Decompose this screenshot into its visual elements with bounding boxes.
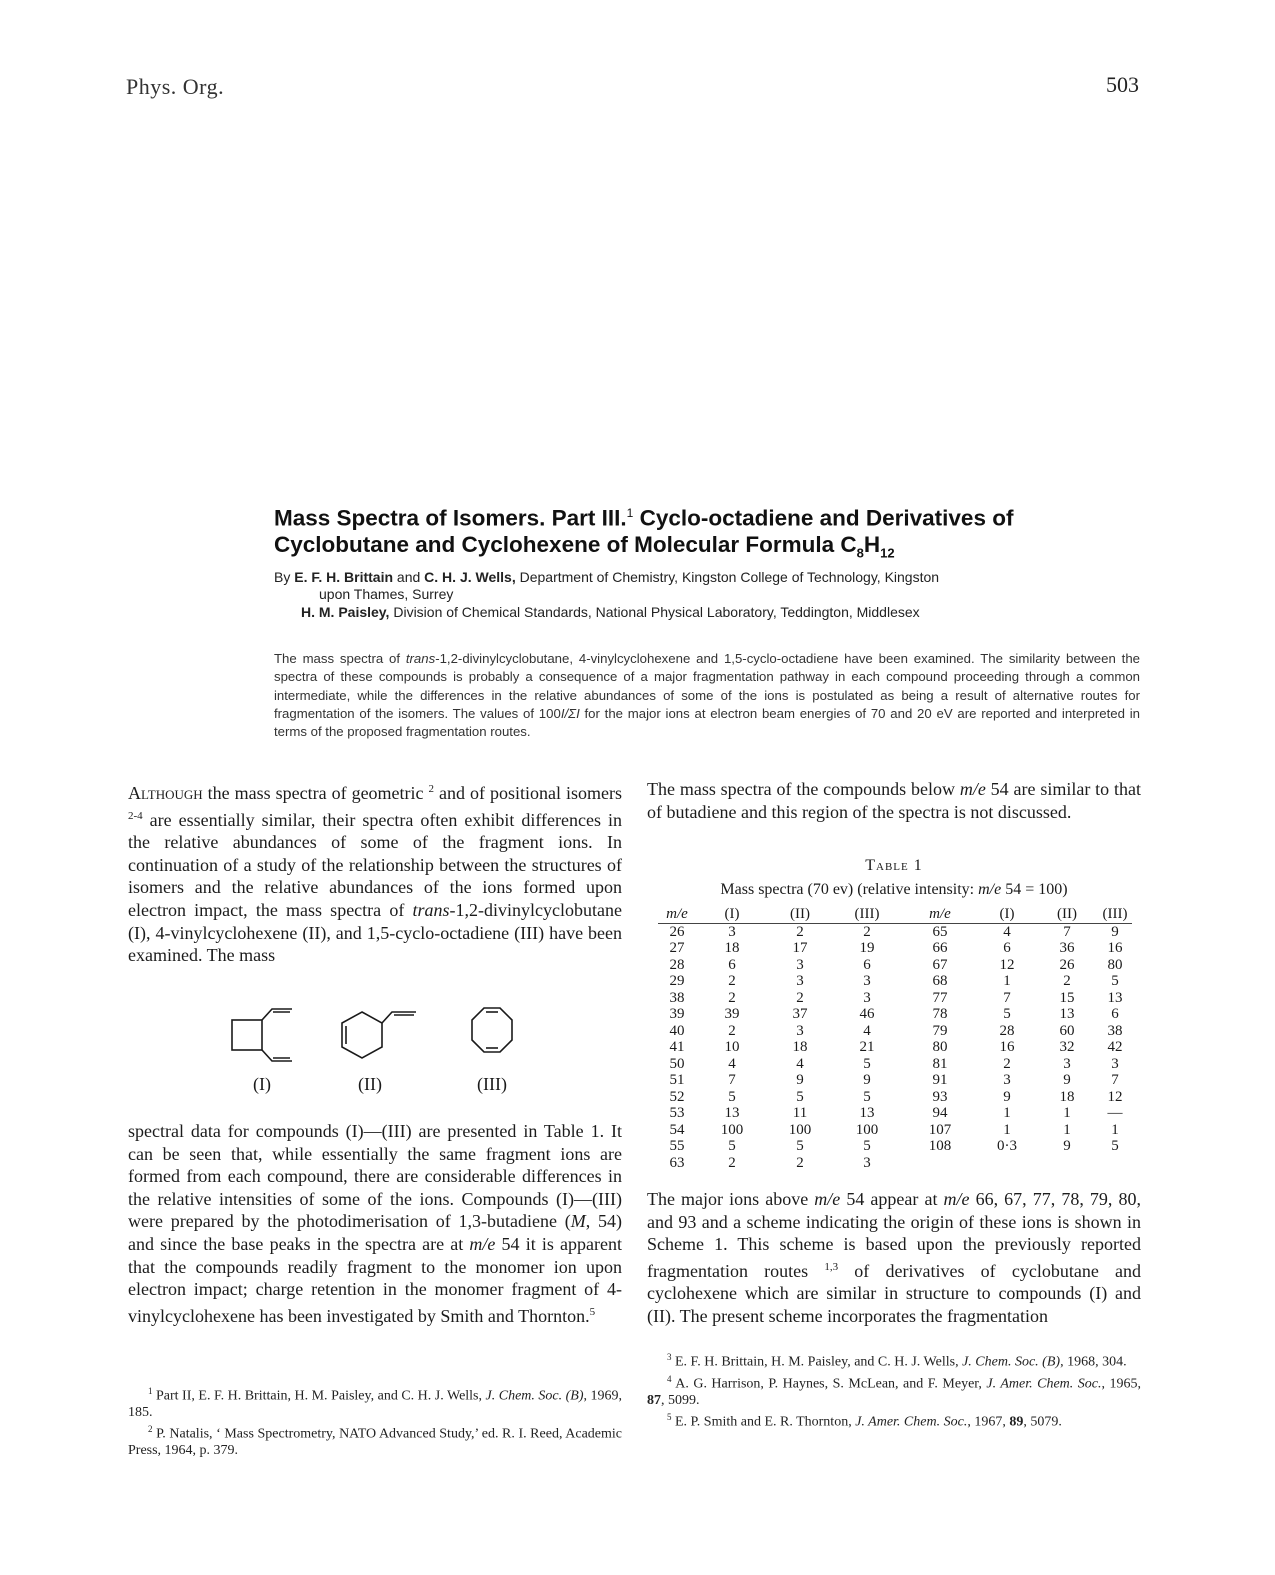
header-iii-2: (III) <box>1102 906 1128 922</box>
table-cell: 17 <box>792 940 808 956</box>
footnote-5-text: E. P. Smith and E. R. Thornton, <box>671 1414 856 1430</box>
table-cell: 5 <box>1003 1006 1011 1022</box>
table-cell: 100 <box>788 1121 812 1138</box>
table-caption-text: Table 1 <box>865 857 923 874</box>
vinyl-lower <box>262 1050 292 1061</box>
table-cell: 3 <box>863 973 871 989</box>
footnote-5-num: 5 <box>667 1412 672 1423</box>
p3-me: m/e <box>959 779 986 799</box>
affiliation-1: Department of Chemistry, Kingston College of Technology, Kingston <box>515 569 940 585</box>
footnote-5 <box>647 1409 1141 1431</box>
table-cell <box>1036 1155 1098 1172</box>
table-cell: 1 <box>1003 1121 1011 1138</box>
table-cell: 16 <box>1107 940 1123 956</box>
table-row <box>658 957 1132 974</box>
table-cell: 39 <box>724 1006 740 1022</box>
p2-me: m/e <box>469 1233 496 1254</box>
footnote-4-page: , 5099. <box>661 1392 700 1408</box>
abstract-text-3: for the major ions at electron beam energies of 70 and 20 eV are reported and interpreted in terms of the proposed fragmentation routes. <box>274 705 1140 740</box>
table-cell: 5 <box>863 1138 871 1154</box>
table-cell: 3 <box>863 989 871 1006</box>
table-cell: 28 <box>999 1022 1015 1039</box>
table-cell: 80 <box>932 1039 948 1055</box>
table-cell: 13 <box>859 1105 875 1121</box>
p1-text-c: are essentially similar, their spectra often exhibit differences in the relative abundances of some of the fragment ions. In continuation of a study of the relationship between the structures of isomers and the relative abundances of the ions formed upon electron impact, the mass spectra of <box>128 809 622 920</box>
table-cell: 7 <box>1063 923 1071 940</box>
table-cell: 108 <box>928 1138 952 1154</box>
by-label: By <box>274 569 295 585</box>
table-subtitle-a: Mass spectra (70 ev) (relative intensity: <box>720 881 979 898</box>
table-cell: 1 <box>1111 1121 1119 1138</box>
p2-ref: 5 <box>589 1305 596 1318</box>
p1-trans: trans <box>412 899 450 920</box>
table-cell: 28 <box>669 956 685 973</box>
p1-text-a: the mass spectra of geometric <box>202 783 429 803</box>
table-cell: 53 <box>669 1105 685 1121</box>
p2-text-a: spectral data for compounds (I)—(III) are presented in Table 1. It can be seen that, while essentially the same fragment ions are formed from each compound, there are considerable differences in the relative intensities of some of the ions. Compounds (I)—(III) were prepared by the photodimerisation of 1,3-butadiene ( <box>128 1121 622 1232</box>
p4-me-1: m/e <box>814 1189 841 1209</box>
table-body <box>658 923 1132 1171</box>
table-row <box>658 940 1132 957</box>
footnote-4-num: 4 <box>667 1373 672 1384</box>
table-cell: 27 <box>669 940 685 956</box>
table-cell: 38 <box>669 989 685 1006</box>
table-cell: 5 <box>1111 1138 1119 1154</box>
footnote-2-num: 2 <box>148 1424 153 1435</box>
abstract <box>274 650 1140 741</box>
table-cell: 13 <box>1059 1006 1075 1022</box>
table-cell: 9 <box>1063 1138 1071 1154</box>
header-iii-1: (III) <box>854 906 880 922</box>
title-sub1: 8 <box>856 545 864 560</box>
table-cell: 2 <box>796 923 804 940</box>
table-cell: 60 <box>1059 1022 1075 1039</box>
table-cell: 3 <box>863 1154 871 1171</box>
table-cell: 2 <box>796 989 804 1006</box>
p4-text-a: The major ions above <box>647 1189 815 1209</box>
table-cell: 2 <box>1063 973 1071 989</box>
p3-text-a: The mass spectra of the compounds below <box>647 779 960 799</box>
table-cell: 16 <box>999 1039 1015 1055</box>
table-cell: 51 <box>669 1072 685 1088</box>
table-cell: 3 <box>1063 1055 1071 1072</box>
table-cell: 38 <box>1107 1022 1123 1039</box>
table-cell: 13 <box>724 1105 740 1121</box>
table-row <box>658 1072 1132 1089</box>
table-row <box>658 1155 1132 1172</box>
table-cell: 5 <box>796 1138 804 1154</box>
table-cell: 2 <box>796 1154 804 1171</box>
table-cell: 3 <box>796 956 804 973</box>
footnote-3-text: E. F. H. Brittain, H. M. Paisley, and C. H. J. Wells, <box>671 1354 963 1370</box>
table-cell: 18 <box>1059 1088 1075 1105</box>
structure-label-iii: (III) <box>477 1074 507 1094</box>
table-cell: 91 <box>932 1072 948 1088</box>
table-cell: 2 <box>728 989 736 1006</box>
article-title <box>274 500 1146 566</box>
footnote-5-volume: 89 <box>1009 1414 1024 1430</box>
table-cell: 1 <box>1063 1105 1071 1121</box>
abstract-text-2: -1,2-divinylcyclobutane, 4-vinylcyclohexene and 1,5-cyclo-octadiene have been examined. The similarity between the spectra of these compounds is probably a consequence of a major fragmentation pathway in each compound proceeding through a common intermediate, while the differences in the relative abundances of some of the ions is postulated as being a result of alternative routes for fragmentation of the isomers. The values of 100 <box>274 651 1140 721</box>
abstract-formula: I/ΣI <box>560 705 580 721</box>
cyclobutane-ring <box>232 1020 262 1050</box>
author-line-2 <box>274 604 1142 621</box>
and-label: and <box>393 569 425 585</box>
table-cell: 1 <box>1003 1105 1011 1121</box>
abstract-trans: trans <box>405 651 436 666</box>
table-row <box>658 990 1132 1007</box>
affiliation-1-cont: upon Thames, Surrey <box>319 586 454 602</box>
table-row <box>658 1056 1132 1073</box>
p4-text-c: 66, 67, 77, 78, 79, 80, and 93 and a scheme indicating the origin of these ions is shown in Scheme 1. This scheme is based upon the previously reported fragmentation routes <box>647 1189 1141 1281</box>
table-cell: 19 <box>859 940 875 956</box>
table-cell: 52 <box>669 1088 685 1105</box>
title-h: H <box>863 531 881 557</box>
body-paragraph-1 <box>128 778 622 967</box>
table-cell: 63 <box>669 1154 685 1171</box>
table-cell: 81 <box>932 1055 948 1072</box>
table-cell: 68 <box>932 973 948 989</box>
author-names-1: E. F. H. Brittain <box>294 569 394 585</box>
footnote-1-text: Part II, E. F. H. Brittain, H. M. Paisley, and C. H. J. Wells, <box>152 1388 486 1404</box>
table-cell: 3 <box>796 1022 804 1039</box>
header-i-2: (I) <box>999 906 1015 922</box>
footnote-1 <box>128 1383 622 1421</box>
p1-text-d: -1,2-divinylcyclobutane (I), 4-vinylcyclohexene (II), and 1,5-cyclo-octadiene (III) have been examined. The mass <box>128 899 622 966</box>
table-cell: 9 <box>1063 1072 1071 1088</box>
footnote-4-text: A. G. Harrison, P. Haynes, S. McLean, and F. Meyer, <box>671 1376 987 1392</box>
p4-text-b: 54 appear at <box>840 1189 944 1209</box>
table-subtitle <box>647 881 1141 899</box>
table-header-row <box>658 906 1132 923</box>
table-cell: 15 <box>1059 989 1075 1006</box>
table-cell: 0·3 <box>997 1138 1017 1154</box>
table-cell: 26 <box>1059 956 1075 973</box>
table-cell: 79 <box>932 1022 948 1039</box>
affiliation-2: Division of Chemical Standards, National Physical Laboratory, Teddington, Middlesex <box>389 604 920 620</box>
table-cell: 46 <box>859 1006 875 1022</box>
table-cell: 9 <box>1003 1088 1011 1105</box>
header-ii-1: (II) <box>790 906 810 922</box>
table-cell: 18 <box>792 1039 808 1055</box>
footnote-1-journal: J. Chem. Soc. (B) <box>485 1388 584 1404</box>
cyclohexene-ring <box>342 1012 382 1058</box>
table-subtitle-me: m/e <box>978 881 1002 898</box>
table-row <box>658 1039 1132 1056</box>
table-cell: 2 <box>728 973 736 989</box>
body-paragraph-2 <box>128 1120 622 1327</box>
table-cell: 78 <box>932 1006 948 1022</box>
title-part1b: Cyclo-octadiene and Derivatives of <box>633 505 1014 531</box>
table-cell: 41 <box>669 1039 685 1055</box>
table-cell: 12 <box>999 956 1015 973</box>
table-cell: 1 <box>1063 1121 1071 1138</box>
table-cell: 7 <box>1003 989 1011 1006</box>
footnote-3 <box>647 1349 1141 1371</box>
table-cell: 9 <box>863 1072 871 1088</box>
footnote-5-year: , 1967, <box>967 1414 1010 1430</box>
footnotes-right <box>647 1349 1141 1431</box>
table-cell: 100 <box>855 1121 879 1138</box>
running-head: Phys. Org. <box>126 74 225 99</box>
title-part2: Cyclobutane and Cyclohexene of Molecular Formula C <box>274 531 857 557</box>
title-part1: Mass Spectra of Isomers. Part III. <box>274 505 627 531</box>
table-cell: 55 <box>669 1138 685 1154</box>
table-cell: 26 <box>669 923 685 940</box>
table-cell: 5 <box>863 1088 871 1105</box>
table-cell: 18 <box>724 940 740 956</box>
header-me-2: m/e <box>929 906 951 922</box>
footnote-2 <box>128 1421 622 1459</box>
table-cell: 66 <box>932 940 948 956</box>
author-names-3: H. M. Paisley, <box>301 604 390 620</box>
table-cell: 93 <box>932 1088 948 1105</box>
table-cell: 3 <box>796 973 804 989</box>
table-cell: 50 <box>669 1055 685 1072</box>
p1-text-b: and of positional isomers <box>434 783 622 803</box>
table-cell: 21 <box>859 1039 875 1055</box>
table-cell: 29 <box>669 973 685 989</box>
body-paragraph-4 <box>647 1188 1141 1328</box>
vinyl-upper <box>262 1009 292 1020</box>
table-cell: 5 <box>796 1088 804 1105</box>
footnote-5-journal: J. Amer. Chem. Soc. <box>855 1414 968 1430</box>
table-cell: 7 <box>728 1072 736 1088</box>
footnote-1-end: , 1969, 185. <box>128 1388 623 1420</box>
table-cell: 3 <box>1003 1072 1011 1088</box>
table-cell: 6 <box>1003 940 1011 956</box>
table-cell: 12 <box>1107 1088 1123 1105</box>
table-cell: 5 <box>863 1055 871 1072</box>
p1-ref-1: 2 <box>428 783 435 795</box>
table-subtitle-b: 54 = 100) <box>1001 881 1068 898</box>
header-i-1: (I) <box>724 906 740 922</box>
table-row <box>658 1089 1132 1106</box>
table-cell: 6 <box>728 956 736 973</box>
table-row <box>658 1138 1132 1155</box>
table-cell: 4 <box>1003 923 1011 940</box>
table-cell: 54 <box>669 1121 685 1138</box>
table-cell: 9 <box>1111 923 1119 940</box>
table-cell: 3 <box>1111 1055 1119 1072</box>
table-row <box>658 924 1132 941</box>
table-cell: 11 <box>792 1105 808 1121</box>
table-cell: 36 <box>1059 940 1075 956</box>
footnote-2-text: P. Natalis, ‘ Mass Spectrometry, NATO Advanced Study,’ ed. R. I. Reed, Academic Press, 1964, p. 379. <box>128 1426 622 1459</box>
p4-text-d: of derivatives of cyclobutane and cyclohexene which are similar in structure to compounds (I) and (II). The present scheme incorporates the fragmentation <box>647 1260 1142 1326</box>
table-cell: 6 <box>863 956 871 973</box>
title-ref: 1 <box>626 506 634 520</box>
p2-M: M <box>570 1211 586 1232</box>
footnote-4 <box>647 1371 1141 1409</box>
table-cell: — <box>1107 1105 1123 1121</box>
table-cell: 1 <box>1003 973 1011 989</box>
table-cell: 100 <box>720 1121 744 1138</box>
table-cell: 40 <box>669 1022 685 1039</box>
header-me-1: m/e <box>666 906 688 922</box>
footnote-3-end: , 1968, 304. <box>1060 1354 1127 1370</box>
table-cell: 4 <box>728 1055 736 1072</box>
table-cell: 10 <box>724 1039 740 1055</box>
table-cell: 4 <box>863 1022 871 1039</box>
author-names-2: C. H. J. Wells, <box>424 569 516 585</box>
footnote-4-journal: J. Amer. Chem. Soc. <box>986 1376 1102 1392</box>
footnote-3-num: 3 <box>667 1352 672 1362</box>
structure-label-ii: (II) <box>358 1074 382 1094</box>
footnote-5-page: , 5079. <box>1023 1414 1062 1430</box>
header-ii-2: (II) <box>1057 906 1077 922</box>
table-cell: 7 <box>1111 1072 1119 1088</box>
table-cell: 107 <box>928 1121 952 1138</box>
table-cell: 32 <box>1059 1039 1075 1055</box>
table-cell: 37 <box>792 1006 808 1022</box>
opening-word: Although <box>128 783 203 803</box>
table-cell: 42 <box>1107 1039 1123 1055</box>
vinyl-ii <box>382 1012 416 1023</box>
chemical-structures <box>220 1000 540 1105</box>
p2-text-c: 54 it is apparent that the compounds readily fragment to the monomer ion upon electron impact; charge retention in the monomer fragment of 4-vinylcyclohexene has been investigated by Smith and Thornton. <box>128 1233 622 1326</box>
table-cell: 3 <box>728 923 736 940</box>
title-sub2: 12 <box>880 545 895 560</box>
table-cell: 67 <box>932 956 948 973</box>
footnote-4-volume: 87 <box>647 1392 661 1408</box>
table-cell: 94 <box>932 1105 948 1121</box>
table-cell: 5 <box>728 1088 736 1105</box>
table-cell <box>902 1155 978 1172</box>
table-cell: 39 <box>669 1006 685 1022</box>
table-cell: 6 <box>1111 1006 1119 1022</box>
table-cell: 13 <box>1107 989 1123 1006</box>
p4-ref: 1,3 <box>824 1260 839 1273</box>
page-number: 503 <box>1106 72 1139 97</box>
footnote-3-journal: J. Chem. Soc. (B) <box>962 1354 1061 1370</box>
table-row <box>658 1006 1132 1023</box>
table-cell: 65 <box>932 923 948 940</box>
table-cell: 9 <box>796 1072 804 1088</box>
table-cell: 77 <box>932 989 948 1006</box>
table-row <box>658 1122 1132 1139</box>
table-caption <box>647 857 1141 875</box>
table-cell: 5 <box>1111 973 1119 989</box>
table-cell <box>978 1155 1036 1172</box>
abstract-text-1: The mass spectra of <box>274 651 406 666</box>
table-row <box>658 1105 1132 1122</box>
table-cell: 5 <box>728 1138 736 1154</box>
p4-me-2: m/e <box>943 1189 970 1209</box>
table-row <box>658 973 1132 990</box>
cyclooctadiene-ring <box>472 1008 512 1052</box>
p3-text-b: 54 are similar to that of butadiene and this region of the spectra is not discussed. <box>647 779 1141 822</box>
table-row <box>658 1023 1132 1040</box>
author-line-1 <box>274 569 1142 603</box>
body-paragraph-3 <box>647 778 1141 823</box>
structure-label-i: (I) <box>253 1074 271 1094</box>
table-cell: 2 <box>728 1022 736 1039</box>
p2-text-b: , 54) and since the base peaks in the spectra are at <box>128 1211 622 1254</box>
table-cell: 80 <box>1107 956 1123 973</box>
table-cell <box>1098 1155 1132 1172</box>
table-cell: 4 <box>796 1055 804 1072</box>
footnotes-left <box>128 1383 622 1460</box>
table-cell: 2 <box>728 1154 736 1171</box>
mass-spectra-table <box>658 906 1132 1171</box>
table-cell: 2 <box>1003 1055 1011 1072</box>
table-cell: 2 <box>863 923 871 940</box>
p1-ref-2: 2-4 <box>128 809 143 822</box>
footnote-1-num: 1 <box>148 1386 153 1396</box>
footnote-4-year: , 1965, <box>1101 1376 1142 1392</box>
